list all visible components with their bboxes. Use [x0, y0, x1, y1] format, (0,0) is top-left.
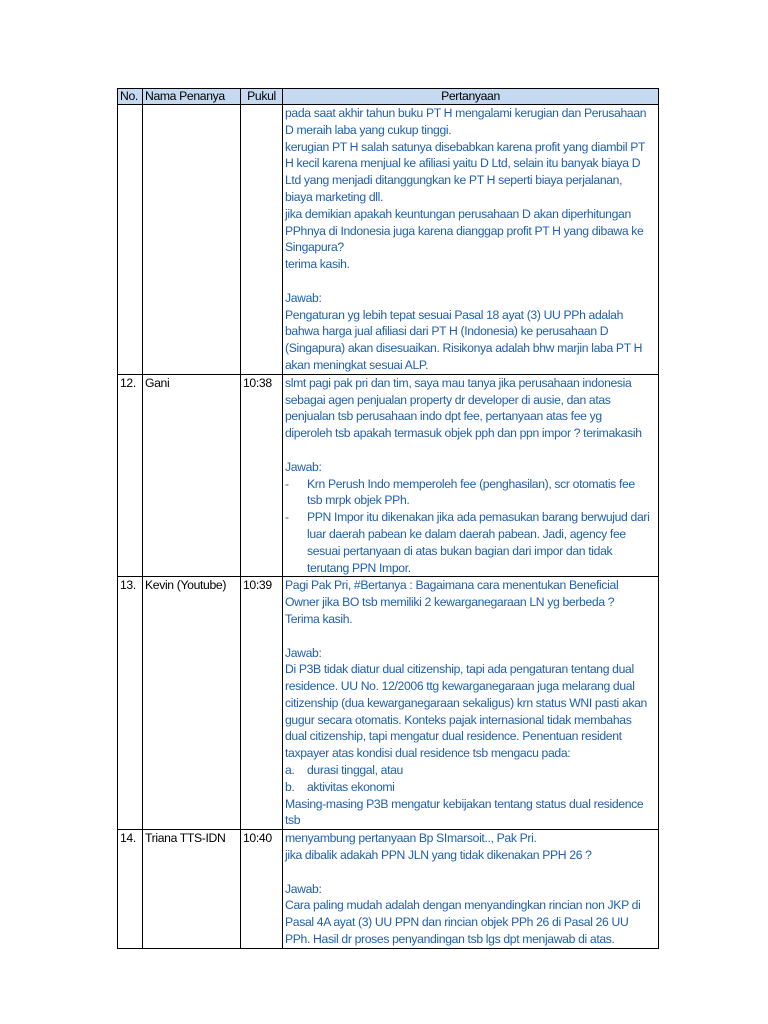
bullet-item: [285, 476, 656, 510]
header-time: Pukul: [241, 89, 283, 105]
answer-label: Jawab:: [285, 645, 322, 660]
bullet-line: tsb mrpk objek PPh.: [307, 493, 410, 508]
text-line: Owner jika BO tsb memiliki 2 kewarganegaraan LN yg berbeda ?: [285, 595, 615, 610]
header-name: Nama Penanya: [143, 89, 241, 105]
text-line: bahwa harga jual afiliasi dari PT H (Indonesia) ke perusahaan D: [285, 324, 609, 339]
question-cell: [283, 830, 659, 949]
text-line: pada saat akhir tahun buku PT H mengalami kerugian dan Perusahaan: [285, 106, 647, 120]
header-question: Pertanyaan: [283, 89, 659, 105]
row-number: 14.: [118, 830, 143, 949]
blank-line: [285, 864, 656, 881]
text-line: jika demikian apakah keuntungan perusahaan D akan diperhitungan: [285, 206, 631, 221]
asker-name: [143, 105, 241, 375]
list-marker: b.: [285, 779, 295, 794]
text-line: citizenship (dua kewarganegaraan sekaligus) krn status WNI pasti akan: [285, 695, 647, 710]
text-line: Di P3B tidak diatur dual citizenship, tapi ada pengaturan tentang dual: [285, 662, 634, 677]
text-line: terima kasih.: [285, 257, 350, 272]
text-line: tsb: [285, 813, 301, 828]
list-item: [285, 762, 656, 779]
text-line: kerugian PT H salah satunya disebabkan karena profit yang diambil PT: [285, 139, 646, 154]
list-item: [285, 779, 656, 796]
text-line: gugur secara otomatis. Konteks pajak internasional tidak membahas: [285, 712, 632, 727]
text-line: Pasal 4A ayat (3) UU PPN dan rincian objek PPh 26 di Pasal 26 UU: [285, 915, 629, 930]
text-line: D meraih laba yang cukup tinggi.: [285, 122, 452, 137]
text-line: Terima kasih.: [285, 611, 353, 626]
bullet-line: sesuai pertanyaan di atas bukan bagian dari impor dan tidak: [307, 543, 613, 558]
answer-label: Jawab:: [285, 459, 322, 474]
asker-name: Gani: [143, 374, 241, 577]
time: 10:40: [241, 830, 283, 949]
list-item-text: durasi tinggal, atau: [307, 763, 403, 778]
text-line: Pagi Pak Pri, #Bertanya : Bagaimana cara menentukan Beneficial: [285, 578, 619, 593]
text-line: residence. UU No. 12/2006 ttg kewarganegaraan juga melarang dual: [285, 679, 635, 694]
question-cell: [283, 105, 659, 375]
text-line: penjualan tsb perusahaan indo dpt fee, pertanyaan atas fee yg: [285, 409, 602, 424]
table-row: [118, 374, 659, 577]
text-line: diperoleh tsb apakah termasuk objek pph dan ppn impor ? terimakasih: [285, 426, 642, 441]
list-item-text: aktivitas ekonomi: [307, 779, 395, 794]
bullet-dash: -: [285, 476, 289, 491]
table-row: [118, 577, 659, 830]
blank-line: [285, 442, 656, 459]
table-row: [118, 830, 659, 949]
answer-label: Jawab:: [285, 290, 322, 305]
text-line: menyambung pertanyaan Bp SImarsoit.., Pak Pri.: [285, 831, 537, 846]
bullet-line: luar daerah pabean ke dalam daerah pabean. Jadi, agency fee: [307, 526, 626, 541]
text-line: sebagai agen penjualan property dr developer di ausie, dan atas: [285, 392, 611, 407]
bullet-line: terutang PPN Impor.: [307, 560, 411, 575]
time: [241, 105, 283, 375]
question-cell: [283, 374, 659, 577]
text-line: Pengaturan yg lebih tepat sesuai Pasal 18 ayat (3) UU PPh adalah: [285, 307, 624, 322]
bullet-line: PPN Impor itu dikenakan jika ada pemasukan barang berwujud dari: [307, 510, 650, 525]
time: 10:38: [241, 374, 283, 577]
text-line: (Singapura) akan disesuaikan. Risikonya adalah bhw marjin laba PT H: [285, 341, 643, 356]
text-line: biaya marketing dll.: [285, 189, 383, 204]
asker-name: Triana TTS-IDN: [143, 830, 241, 949]
text-line: jika dibalik adakah PPN JLN yang tidak dikenakan PPH 26 ?: [285, 848, 592, 863]
header-no: No.: [118, 89, 143, 105]
text-line: slmt pagi pak pri dan tim, saya mau tanya jika perusahaan indonesia: [285, 375, 632, 390]
text-line: PPhnya di Indonesia juga karena dianggap profit PT H yang dibawa ke: [285, 223, 644, 238]
row-number: 13.: [118, 577, 143, 830]
row-number: [118, 105, 143, 375]
table-row: [118, 105, 659, 375]
text-line: dual citizenship, tapi mengatur dual residence. Penentuan resident: [285, 729, 622, 744]
bullet-item: [285, 509, 656, 576]
qa-table: [117, 88, 659, 949]
blank-line: [285, 273, 656, 290]
text-line: PPh. Hasil dr proses penyandingan tsb lgs dpt menjawab di atas.: [285, 932, 615, 947]
asker-name: Kevin (Youtube): [143, 577, 241, 830]
list-marker: a.: [285, 763, 295, 778]
text-line: H kecil karena menjual ke afiliasi yaitu D Ltd, selain itu banyak biaya D: [285, 156, 641, 171]
bullet-dash: -: [285, 510, 289, 525]
text-line: Cara paling mudah adalah dengan menyandingkan rincian non JKP di: [285, 898, 641, 913]
answer-label: Jawab:: [285, 881, 322, 896]
question-cell: [283, 577, 659, 830]
blank-line: [285, 628, 656, 645]
text-line: taxpayer atas kondisi dual residence tsb mengacu pada:: [285, 746, 571, 761]
text-line: akan meningkat sesuai ALP.: [285, 357, 429, 372]
row-number: 12.: [118, 374, 143, 577]
time: 10:39: [241, 577, 283, 830]
text-line: Singapura?: [285, 240, 344, 255]
bullet-line: Krn Perush Indo memperoleh fee (penghasilan), scr otomatis fee: [307, 476, 635, 491]
text-line: Masing-masing P3B mengatur kebijakan tentang status dual residence: [285, 796, 644, 811]
table-header-row: [118, 89, 659, 105]
text-line: Ltd yang menjadi ditanggungkan ke PT H seperti biaya perjalanan,: [285, 173, 623, 188]
